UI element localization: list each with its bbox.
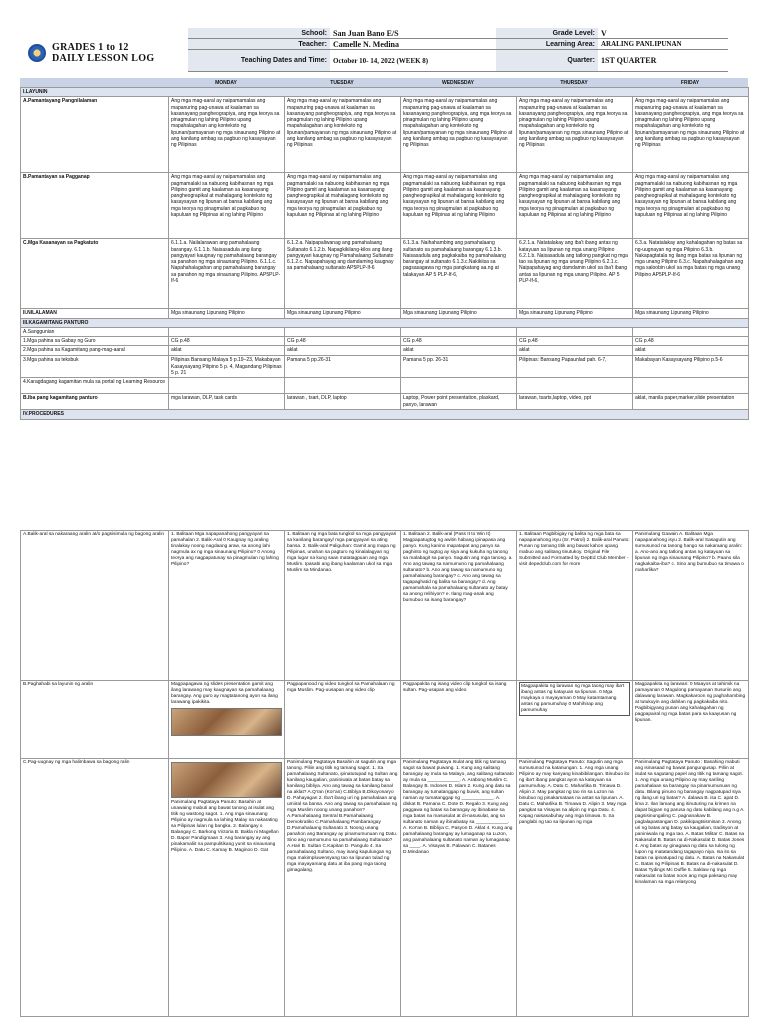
row-label: C.Mga Kasanayan sa Pagkatuto xyxy=(21,239,169,309)
table-row xyxy=(21,173,749,239)
table-row xyxy=(21,394,749,410)
cell-tuesday: Pagpapanood ng video tungkol sa Pamahalaan ng mga Muslim. Pag-uusapan ang video clip xyxy=(285,681,401,759)
lesson-table-1 xyxy=(20,87,749,420)
lesson-table-2 xyxy=(20,530,749,1017)
table-row xyxy=(21,378,749,394)
cell-tuesday: 6.1.2.a. Naipapaliwanag ang pamahalaang Sultanato 6.1.2.b. Napagkikilang-kilos ang ilang pangyayari kaugnay ng Pamahalaang Sultanato 6.1.2.c. Napapahayag ang damdaming kaugnay sa pamahalaang sultanato AP5PLP-If-6 xyxy=(285,239,401,309)
row-label: II.NILALAMAN xyxy=(21,309,169,318)
cell-thursday: CG p.48 xyxy=(517,337,633,346)
cell-wednesday: Pamana 5 pp. 26-31 xyxy=(401,356,517,378)
row-label: 4.Karagdagang kagamitan mula sa portal ng Learning Resource xyxy=(21,378,169,394)
row-label: B.Iba pang kagamitang panturo xyxy=(21,394,169,410)
slide-photo-image xyxy=(171,708,282,736)
cell-thursday xyxy=(517,681,633,759)
title-line-2: DAILY LESSON LOG xyxy=(52,53,155,64)
cell-text: Panimulang Pagtataya Panuto: Basahin at unawaing mabuti ang bawat tanong at isulat ang titik ng wastong sagot. 1. Ang mga sinaunang Pilipino ay nagmula sa lahing Malay na nakarating sa Pilipinas lulan ng bangka. 2. Balangay o Balangay C. Barkong Victoria B. Bakla ni Magellan D. Bapor Pandigmaan 3. Ang barangay ay ang pinakamaliit na pampulitikang yunit sa sinaunang Pilipino. A. Datu C. Kamay B. Maginoo D. Gat xyxy=(171,800,279,853)
cell-thursday: 1. Balitaan Pagbibigay ng balita ng mga bata sa napapanahong isyu (Sr. Patrol) 2. Balik-aral Panuto: Punan ng tamang titik ang bawat kahon upang mabuo ang salitang tinutukoy. Original File Submitted and Formatted by DepEd Club Member - visit depedclub.com for more xyxy=(517,531,633,681)
dates-value: October 10- 14, 2022 (WEEK 8) xyxy=(330,50,496,72)
cell-thursday: Pilipinas: Bansang Papaunlad pah. 6-7, xyxy=(517,356,633,378)
boxed-text: Magpapakita ng larawan ng mga taong may iba't ibang antas ng katayuan sa lipunan. 0 Mga maykaya o mayayaman 0 May katamtamang antas ng pamumuhay 0 Mahihirap ang pamumuhay xyxy=(519,682,630,716)
table-row xyxy=(21,531,749,681)
cell-monday: mga larawan, DLP, task cards xyxy=(169,394,285,410)
cell-tuesday: Panimulang Pagtataya Basahin at sagutin ang mga tanong. Piliin ang titik ng tamang sagot. 1. Sa pamahalaang Sultanato, ipinatutupad ng Sultan ang kanilang kaugalian, paniniwala at batas batay sa kanilang bibliya. Ano ang tawag sa kanilang banal na aklat? A.Q'ran (Kor'an) C.Biblya B.Dikoyonaryo D. Pahayagan 2. Iba't ibang uri ng pamahalaan ang umiiral sa bansa. Ano ang tawag sa pamahalaan ng mga Muslim noong unang panahon? A.Pamahalaang Sentral B.Pamahalaang Demokratiko C.Pamahalaang Pambarangay D.Pamahalaang Sultanato 3. Noong unang panahon ang Barangay ay pinamumunuan ng Datu. Sino ang namumuno sa pamahalaang Sultanato? A.Hari B. Sultan C.Kapitan D. Pangulo 4. Sa pamahalaang Sultano, may isang kapulungan ng mga makimpluwensyang tao sa lipunan tulad ng mga mayayamang datu at iba pang mga taong gimagalang. xyxy=(285,759,401,1017)
cell-monday: 6.1.1.a. Nailalarawan ang pamahalaang barangay. 6.1.1.b. Naisasadula ang ilang pangyayari kaugnay ng pamahalaang barangay sa panahon ng mga sinaunang Pilipino. 6.1.1.c. Napahahalagahan ang pamahalaang barangay sa panahon ng mga sinaunang Pilipino. AP5PLP-If-6 xyxy=(169,239,285,309)
section-row xyxy=(21,318,749,327)
cell-friday: Panimulang Pagtataya Panuto : Basahing mabuti ang isinasaad ng bawat pangungusap. Piliin at isulat sa sagutang papel ang titik ng tamang sagot. 1. Ang mga unang Pilipino ay may sariling pamahalaan sa barangay na pinamumunuan ng datu. Bilang pinuno ng barangay nagpatupad siya ng ilang uri ng batas? A. dalawa B. isa C. apat D. lima 2. Ilan lamang ang itinuturing na krimen na dapat bigyan ng parusa ng datu kabilang ang n.g A. pagsisinungaling C. pagnanakaw B. paglalapastangan D. pakikipagtsismisan 3. Anong uri ng batas ang batay sa kaugalian, tradisyon at paniniwala ng mga tao. A. Batas Militar C. Batas na Nakasulat B. Batas na di-Nakasulat D. Batas Jones 4. Ang batas ay ginagawa ng datu sa tulong ng lupon ng matatandang tagapayo niya. Isa ito sa batas na ipinatupad ng datu. A. Batas na Nakasulat C. Batas ng Pilipinas B. Batas na di-nakasulat D. Batas Tydings Mc Duffie 5. Saklaw ng mga nakasulat na batas noon ang mga paksang may kinalaman sa mga relasyong xyxy=(633,759,749,1017)
cell-wednesday: Laptop, Power point presentation, plaskard, panyo, larawan xyxy=(401,394,517,410)
cell-tuesday: Ang mga mag-aaral ay naipamamalas ang mapanuring pag-unawa at kaalaman sa kasanayang pangheograpiya, ang mga teorya sa pinagmulan ng lahing Pilipino upang mapahalagahan ang konteksto ng lipunan/pamayanan ng mga sinaunang Pilipino at ang kanilang ambag sa pagbuo ng kasaysayan ng Pilipinas xyxy=(285,97,401,173)
cell-friday: Panimulang Gawain A. Balitaan Mga napapanahong isyu 2. Balik-aral Sasagutin ang sumusunod na tanong hango sa nakaraang aralin: a. Ano-ano ang tatlong antas ng katayuan sa lipunan ng mga sinaunang Pilipino? b. Paano sila nagkakaiba-iba? c. Sino ang bumubuo sa timawa o maharlika? xyxy=(633,531,749,681)
cell-monday: aklat xyxy=(169,346,285,356)
area-value: ARALING PANLIPUNAN xyxy=(598,39,728,50)
cell-friday: Makabayan Kasaysayang Pilipino p.5-6 xyxy=(633,356,749,378)
cell-tuesday: larawan , tsart, DLP, laptop xyxy=(285,394,401,410)
pagtataya-photo-image xyxy=(171,762,282,798)
cell-friday: 6.3.a. Natatalakay ang kahalagahan ng batas sa ng-uugnayan ng mga Pilipino 6.3.b. Nakapagtatala ng ilang mga batas sa lipunan ng mga unang Pilipino 6.3.c. Napahahalagahan ang mga saloobin ukol sa mga batas ng mga unang Pilipino AP5PLP-If-6 xyxy=(633,239,749,309)
section-heading: I.LAYUNIN xyxy=(21,88,749,97)
cell-wednesday: Ang mga mag-aaral ay naipamamalas ang mapanuring pag-unawa at kaalaman sa kasanayang pangheograpiya, ang mga teorya sa pinagmulan ng lahing Pilipino upang mapahalagahan ang konteksto ng lipunan/pamayanan ng mga sinaunang Pilipino at ang kanilang ambag sa pagbuo ng kasaysayan ng Pilipinas xyxy=(401,97,517,173)
cell-monday: CG p.48 xyxy=(169,337,285,346)
cell-thursday: Ang mga mag-aaral ay naipamamalas ang pagmamalaki sa nabuong kabihasnan ng mga Pilipino gamit ang kaalaman sa kasanayang pangheograpikal at mahalagang konteksto ng kasaysayan ng lipunan at bansa kabilang ang mga teorya ng pinagmulan at pagkabuo ng kapuluan ng Pilipinas at ng lahing Pilipino xyxy=(517,173,633,239)
cell-wednesday: 1. Balitaan 2. Balik-aral (Pass It to Win It) Magpapatugtog ng awitin habang ipinapasa ang panyo. Kung kanino mapatapat ang panyo sa paghinto ng tugtog ay siya ang kukuha ng tanong sa malabagit sa panyo. Sagutin ang mga tanong. a. Ano ang tawag sa namumuno ng pamahalaang sultanato? b. Ano ang tawag sa namumuno ng pamahalaang barangay? c. Ano ang tawag sa tagapaghatid ng balita sa barangay? d. Ang pamamahala sa pamahalaang sultanato ay batay sa anong relihiyon? e. Ilang mag-anak ang bumubuo sa isang barangay? xyxy=(401,531,517,681)
section-row xyxy=(21,409,749,419)
cell-tuesday: Ang mga mag-aaral ay naipamamalas ang pagmamalaki sa nabuong kabihasnan ng mga Pilipino gamit ang kaalaman sa kasanayang pangheograpikal at mahalagang konteksto ng kasaysayan ng lipunan at bansa kabilang ang mga teorya ng pinagmulan at pagkabuo ng kapuluan ng Pilipinas at ng lahing Pilipino xyxy=(285,173,401,239)
row-label: A.Pamantayang Pangnilalaman xyxy=(21,97,169,173)
cell-monday: Ang mga mag-aaral ay naipamamalas ang mapanuring pag-unawa at kaalaman sa kasanayang pangheograpiya, ang mga teorya sa pinagmulan ng lahing Pilipino upang mapahalagahan ang konteksto ng lipunan/pamayanan ng mga sinaunang Pilipino at ang kanilang ambag sa pagbuo ng kasaysayan ng Pilipinas xyxy=(169,97,285,173)
cell-friday xyxy=(633,327,749,336)
cell-thursday xyxy=(517,378,633,394)
table-row xyxy=(21,97,749,173)
table-row xyxy=(21,337,749,346)
header-title xyxy=(52,42,154,64)
table-row xyxy=(21,346,749,356)
day-friday: FRIDAY xyxy=(680,79,700,86)
cell-wednesday: Mga sinaunang Lipunang Pilipino xyxy=(401,309,517,318)
cell-tuesday: 1. Balitaan ng mga bata tungkol sa mga pangyayari sa kanilang barangay/ mga pangyayari sa ating bansa. 2. Balik-aral Paliguhan: Gamit ang mapa ng Pilipinas, unahan sa pagturo ng kinalalagyan ng mga lugar na kung saan matatagpuan ang mga Muslim. Ipasabi ang ibang kaalaman ukol sa mga Muslim sa Mindanao. xyxy=(285,531,401,681)
cell-monday: 1. Balitaan Mga napapanahong pangyayari sa pamahalan 2. Balik-Aral 0 Kaugnay ng araling tinalakay noong nagdaang araw, sa anong lahi nagmula ax ng mga sinaunang Pilipino? 0 Anong teorya ang nagpapatunay sa pinagmulan ng lahing Pilipino? xyxy=(169,531,285,681)
teacher-label: Teacher: xyxy=(188,39,330,50)
row-label: 3.Mga pahina sa teksbuk xyxy=(21,356,169,378)
cell-thursday: 6.2.1.a. Natatalakay ang iba't ibang antas ng katayuan sa lipunan ng mga unang Pilipino 6.2.1.b. Naisasadula ang tatlong pangkat ng mga tao sa lipunan ng mga unang Pilipino 6.2.1.c. Naipapahayag ang damdamin ukol sa iba't ibang antas sa lipunan ng mga unang Pilipino. AP 5 PLP-If-6, xyxy=(517,239,633,309)
day-header-row xyxy=(20,78,748,87)
day-monday: MONDAY xyxy=(215,79,237,86)
cell-friday: aklat xyxy=(633,346,749,356)
section-heading: III.KAGAMITANG PANTURO xyxy=(21,318,749,327)
table-row xyxy=(21,759,749,1017)
table-row xyxy=(21,356,749,378)
cell-monday: Ang mga mag-aaral ay naipamamalas ang pagmamalaki sa nabuong kabihasnan ng mga Pilipino gamit ang kaalaman sa kasanayang pangheograpikal at mahalagang konteksto ng kasaysayan ng lipunan at bansa kabilang ang mga teorya ng pinagmulan at pagkabuo ng kapuluan ng Pilipinas at ng lahing Pilipino xyxy=(169,173,285,239)
cell-tuesday: aklat xyxy=(285,346,401,356)
cell-friday: CG p.48 xyxy=(633,337,749,346)
cell-monday xyxy=(169,681,285,759)
cell-tuesday xyxy=(285,378,401,394)
day-tuesday: TUESDAY xyxy=(330,79,354,86)
cell-thursday: larawan, tsarts,laptop, video, ppt xyxy=(517,394,633,410)
header-brand xyxy=(20,28,188,78)
cell-friday xyxy=(633,378,749,394)
title-line-1: GRADES 1 to 12 xyxy=(52,42,129,53)
cell-tuesday: CG p.48 xyxy=(285,337,401,346)
quarter-label: Quarter: xyxy=(496,50,598,72)
cell-friday: Magpapakita ng larawan: 0 Maayos at tahimik na pamayanan 0 Magulong pamayanan Susuriin ang dalawang larawan. Magkakaroon ng paghahambing at tutukuyin ang dahilan ng pagkakaiba nito. Pagbibigyang punan ang kahalagahan ng pagpapairal ng mga batas para sa kaayusan ng lipunan. xyxy=(633,681,749,759)
table-row xyxy=(21,309,749,318)
cell-wednesday: Panimulang Pagtataya Isulat ang titik ng tamang sagot sa bawat puwang. 1. Kung ang salitang barangay ay mula sa Malayo, ang salitang sultanato ay mula sa ____________. A. Arabong Muslim C. Balangay B. Indones D. Islam 2. Kung ang datu sa barangay ay tumatanggap ng buwis, ang sultan naman ay tumatanggap ng ____________. A. diskat B. Pamana C. Dote D. Regalo 3. Kung ang paggawa ng batas sa barangay ay ibinabase sa mga batas na masusulat at di-nasusulat, ang sa sultanato naman ay ibinabatay sa ____________. A. Kor'an B. Bibliya C. Pasyon D. Aklat 4. Kung ang pamahalaang barangay ay lumaganap sa Luzon, ang pamahalaang sultanato naman ay lumaganap sa ____. A. Visayas B. Palawan C. Batanes D.Mindanao xyxy=(401,759,517,1017)
cell-friday: aklat, manila paper,marker,slide presentation xyxy=(633,394,749,410)
row-label: B.Pamantayan sa Pagganap xyxy=(21,173,169,239)
table-row xyxy=(21,681,749,759)
table-row xyxy=(21,327,749,336)
row-label: 2.Mga pahina sa Kagamitang pang-mag-aaral xyxy=(21,346,169,356)
cell-wednesday: Ang mga mag-aaral ay naipamamalas ang pagmamalaki sa nabuong kabihasnan ng mga Pilipino gamit ang kaalaman sa kasanayang pangheograpikal at mahalagang konteksto ng kasaysayan ng lipunan at bansa kabilang ang mga teorya ng pinagmulan at pagkabuo ng kapuluan ng Pilipinas at ng lahing Pilipino xyxy=(401,173,517,239)
cell-thursday: Mga sinaunang Lipunang Pilipino xyxy=(517,309,633,318)
row-label: 1.Mga pahina sa Gabay ng Guro xyxy=(21,337,169,346)
row-label: C.Pag-uugnay ng mga halimbawa sa bagong ralin xyxy=(21,759,169,1017)
header xyxy=(20,28,748,78)
cell-wednesday: Pagpapakita ng isang video clip tungkol sa isang sultan. Pag-usapan ang video xyxy=(401,681,517,759)
cell-monday xyxy=(169,759,285,1017)
deped-seal-icon xyxy=(28,44,46,62)
school-label: School: xyxy=(188,28,330,39)
quarter-value: 1ST QUARTER xyxy=(598,50,728,72)
teacher-value: Camelle N. Medina xyxy=(330,39,496,50)
header-info-grid xyxy=(188,28,748,78)
cell-thursday xyxy=(517,327,633,336)
cell-tuesday xyxy=(285,327,401,336)
cell-thursday: aklat xyxy=(517,346,633,356)
cell-friday: Ang mga mag-aaral ay naipamamalas ang mapanuring pag-unawa at kaalaman sa kasanayang pangheograpiya, ang mga teorya sa pinagmulan ng lahing Pilipino upang mapahalagahan ang konteksto ng lipunan/pamayanan ng mga sinaunang Pilipino at ang kanilang ambag sa pagbuo ng kasaysayan ng Pilipinas xyxy=(633,97,749,173)
cell-wednesday xyxy=(401,327,517,336)
cell-text: Magpapagawa ng slides presentation gamit ang ilang larawang may kaugnayan sa pamahalaang barangay. Ang guro ay magtatanong ayon sa ilang larawang ipakikita. xyxy=(171,682,278,705)
cell-friday: Ang mga mag-aaral ay naipamamalas ang pagmamalaki sa nabuong kabihasnan ng mga Pilipino gamit ang kaalaman sa kasanayang pangheograpikal at mahalagang konteksto ng kasaysayan ng lipunan at bansa kabilang ang mga teorya ng pinagmulan at pagkabuo ng kapuluan ng Pilipinas at ng lahing Pilipino xyxy=(633,173,749,239)
table-row xyxy=(21,239,749,309)
section-heading: IV.PROCEDURES xyxy=(21,409,749,419)
cell-tuesday: Pamana 5 pp.26-31 xyxy=(285,356,401,378)
cell-thursday: Ang mga mag-aaral ay naipamamalas ang mapanuring pag-unawa at kaalaman sa kasanayang pangheograpiya, ang mga teorya sa pinagmulan ng lahing Pilipino upang mapahalagahan ang konteksto ng lipunan/pamayanan ng mga sinaunang Pilipino at ang kanilang ambag sa pagbuo ng kasaysayan ng Pilipinas xyxy=(517,97,633,173)
cell-tuesday: Mga sinaunang Lipunang Pilipino xyxy=(285,309,401,318)
cell-monday xyxy=(169,327,285,336)
dates-label: Teaching Dates and Time: xyxy=(188,50,330,72)
cell-wednesday: aklat xyxy=(401,346,517,356)
day-thursday: THURSDAY xyxy=(560,79,588,86)
cell-thursday: Panimulang Pagtataya Panuto: Sagutin ang mga sumusunod na katanungan. 1. Ang mga unang Pilipino ay may kanyang kinabibilangan. Binubuo ito ng iba't ibang pangkat ayon sa katayuan sa pamumuhay. A. Datu C. Maharlika B. Timawa D. Alipin 2. May pangkat ng tao rin sa Luzon na binubuo ng pinakamataas na antas sa lipunan. A. Datu C. Maharlika B. Timawa D. Alipin 3. May mga pangkat sa Visayas na alipin ng mga Datu. 4. Kapag naisasabuhay ang mga timawa. 5. Sa panglabi ng tao sa lipunan ng mga xyxy=(517,759,633,1017)
school-value: San Juan Bano E/S xyxy=(330,28,496,39)
cell-wednesday xyxy=(401,378,517,394)
area-label: Learning Area: xyxy=(496,39,598,50)
cell-monday xyxy=(169,378,285,394)
cell-wednesday: 6.1.3.a. Naihahambing ang pamahalaang sultanato sa pamahalaang barangay 6.1.3.b. Naisasadula ang pagkakaiba ng pamahalaang barangay at sultanato 6.1.3.c.Nakikiisa sa pagsasagawa ng mga pangkatang aa.ng at talakayan AP 5 PLP-If-6, xyxy=(401,239,517,309)
cell-monday: Mga sinaunang Lipunang Pilipino xyxy=(169,309,285,318)
row-label: B.Paghahabi sa layunin ng aralin xyxy=(21,681,169,759)
lesson-log-page-2 xyxy=(20,530,748,1020)
cell-monday: Pilipinas Bansang Malaya 5 p.19–23, Makabayan Kasaysayang Pilipino 5 p. 4, Magandang Pilipinas 5 p. 21 xyxy=(169,356,285,378)
grade-label: Grade Level: xyxy=(496,28,598,39)
cell-wednesday: CG p.48 xyxy=(401,337,517,346)
grade-value: V xyxy=(598,28,728,39)
lesson-log-page-1 xyxy=(20,28,748,464)
cell-friday: Mga sinaunang Lipunang Pilipino xyxy=(633,309,749,318)
section-row xyxy=(21,88,749,97)
day-wednesday: WEDNESDAY xyxy=(441,79,475,86)
row-label: A.Balik-aral sa nakaraang aralin at/o pagsisimula ng bagong aralin xyxy=(21,531,169,681)
row-label: A.Sanggunian xyxy=(21,327,169,336)
